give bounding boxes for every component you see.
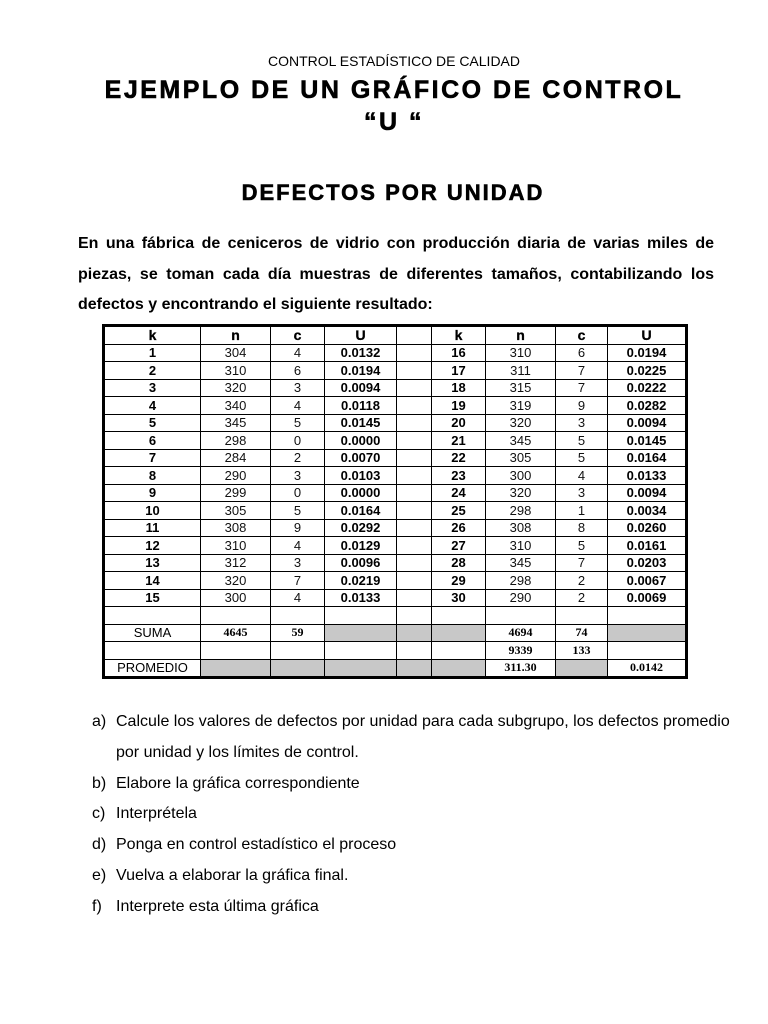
table-cell-u: 0.0000 <box>325 484 397 502</box>
table-cell-c: 4 <box>271 344 325 362</box>
table-cell-u: 0.0094 <box>608 484 687 502</box>
table-cell-n: 315 <box>486 379 556 397</box>
table-cell-u: 0.0164 <box>608 449 687 467</box>
table-row <box>104 519 687 537</box>
table-cell-k: 30 <box>432 589 486 607</box>
spacer-cell <box>397 484 432 502</box>
table-cell-n: 319 <box>486 397 556 415</box>
table-cell-n: 310 <box>486 537 556 555</box>
gray-cell <box>325 659 397 678</box>
table-cell-c: 3 <box>556 414 608 432</box>
table-row <box>104 414 687 432</box>
table-row <box>104 484 687 502</box>
table-cell-k: 23 <box>432 467 486 485</box>
table-cell-k: 7 <box>104 449 201 467</box>
suma-n-1: 4645 <box>201 624 271 642</box>
spacer-cell <box>397 502 432 520</box>
table-cell-k: 6 <box>104 432 201 450</box>
table-cell-k: 5 <box>104 414 201 432</box>
table-cell-c: 4 <box>271 589 325 607</box>
table-cell-n: 300 <box>201 589 271 607</box>
table-cell-c: 4 <box>271 537 325 555</box>
table-cell-c: 5 <box>556 432 608 450</box>
header-cell <box>397 326 432 345</box>
table-cell-u: 0.0094 <box>608 414 687 432</box>
table-cell-u: 0.0260 <box>608 519 687 537</box>
table-row <box>104 379 687 397</box>
table-cell-c: 4 <box>271 397 325 415</box>
table-cell-c: 9 <box>271 519 325 537</box>
table-cell-c: 7 <box>556 362 608 380</box>
suma-c-2: 74 <box>556 624 608 642</box>
table-cell-c: 2 <box>556 572 608 590</box>
question-list <box>92 707 732 923</box>
table-cell-c: 1 <box>556 502 608 520</box>
question-letter: f) <box>92 897 102 915</box>
question-item <box>92 707 732 769</box>
gray-cell <box>432 624 486 642</box>
suma-row <box>104 624 687 642</box>
header-cell: U <box>325 326 397 345</box>
table-cell-c: 5 <box>271 502 325 520</box>
table-cell-k: 19 <box>432 397 486 415</box>
header-cell: n <box>486 326 556 345</box>
table-cell-c: 9 <box>556 397 608 415</box>
spacer-cell <box>397 554 432 572</box>
table-cell-u: 0.0194 <box>325 362 397 380</box>
table-cell-u: 0.0225 <box>608 362 687 380</box>
table-cell-u: 0.0133 <box>325 589 397 607</box>
question-text: Ponga en control estadístico el proceso <box>116 836 397 854</box>
promedio-n: 311.30 <box>486 659 556 678</box>
spacer-cell <box>397 589 432 607</box>
question-letter: e) <box>92 866 107 884</box>
table-cell-n: 305 <box>201 502 271 520</box>
header-cell: U <box>608 326 687 345</box>
table-row <box>104 537 687 555</box>
table-cell-n: 300 <box>486 467 556 485</box>
table-row <box>104 589 687 607</box>
table-cell-n: 345 <box>486 554 556 572</box>
question-letter: d) <box>92 836 107 854</box>
table-cell-c: 6 <box>556 344 608 362</box>
spacer-cell <box>397 344 432 362</box>
table-body <box>104 344 687 678</box>
title-line-1: EJEMPLO DE UN GRÁFICO DE CONTROL <box>104 76 684 104</box>
table-cell-u: 0.0145 <box>325 414 397 432</box>
table-cell-k: 25 <box>432 502 486 520</box>
table-cell-u: 0.0132 <box>325 344 397 362</box>
table-cell-c: 5 <box>556 449 608 467</box>
suma-n-2: 4694 <box>486 624 556 642</box>
question-letter: b) <box>92 774 107 792</box>
suma-label: SUMA <box>104 624 201 642</box>
table-cell-n: 284 <box>201 449 271 467</box>
gray-cell <box>397 624 432 642</box>
table-row <box>104 502 687 520</box>
table-cell-u: 0.0222 <box>608 379 687 397</box>
spacer-cell <box>397 397 432 415</box>
table-cell-c: 5 <box>556 537 608 555</box>
table-cell-u: 0.0067 <box>608 572 687 590</box>
table-cell-u: 0.0292 <box>325 519 397 537</box>
intro-paragraph: En una fábrica de ceniceros de vidrio con producción diaria de varias miles de piezas, se toman cada día muestras de diferentes tamaños, contabilizando los defectos y encontrando el siguiente resultado: <box>78 235 714 313</box>
question-letter: c) <box>92 805 106 823</box>
table-cell-n: 320 <box>201 572 271 590</box>
gray-cell <box>608 624 687 642</box>
table-cell-n: 320 <box>486 414 556 432</box>
document-subtitle: CONTROL ESTADÍSTICO DE CALIDAD <box>267 53 521 69</box>
table-cell-k: 27 <box>432 537 486 555</box>
spacer-cell <box>397 362 432 380</box>
header-cell: k <box>432 326 486 345</box>
table-cell-u: 0.0161 <box>608 537 687 555</box>
table-cell-c: 2 <box>271 449 325 467</box>
spacer-cell <box>397 467 432 485</box>
table-row <box>104 344 687 362</box>
table-cell-k: 11 <box>104 519 201 537</box>
promedio-u: 0.0142 <box>608 659 687 678</box>
table-cell-n: 340 <box>201 397 271 415</box>
table-row <box>104 554 687 572</box>
table-cell-u: 0.0034 <box>608 502 687 520</box>
table-cell-c: 6 <box>271 362 325 380</box>
table-cell-u: 0.0282 <box>608 397 687 415</box>
blank-row <box>104 607 687 625</box>
table-cell-u: 0.0103 <box>325 467 397 485</box>
table-cell-n: 311 <box>486 362 556 380</box>
table-cell-n: 312 <box>201 554 271 572</box>
table-cell-n: 290 <box>486 589 556 607</box>
table-cell-c: 7 <box>556 554 608 572</box>
table-cell-k: 26 <box>432 519 486 537</box>
question-text: Calcule los valores de defectos por unidad para cada subgrupo, los defectos promedio por unidad y los límites de control. <box>116 713 730 761</box>
table-cell-u: 0.0133 <box>608 467 687 485</box>
table-cell-n: 345 <box>201 414 271 432</box>
table-cell-u: 0.0194 <box>608 344 687 362</box>
table-cell-k: 20 <box>432 414 486 432</box>
spacer-cell <box>397 379 432 397</box>
table-cell-u: 0.0000 <box>325 432 397 450</box>
title-line-2: “U “ <box>364 108 424 136</box>
data-table <box>102 324 688 679</box>
table-cell-c: 0 <box>271 432 325 450</box>
document-title <box>0 74 768 138</box>
table-cell-k: 2 <box>104 362 201 380</box>
table-cell-c: 3 <box>271 467 325 485</box>
table-cell-n: 290 <box>201 467 271 485</box>
table-cell-k: 8 <box>104 467 201 485</box>
table-cell-u: 0.0069 <box>608 589 687 607</box>
table-cell-u: 0.0145 <box>608 432 687 450</box>
header-cell: n <box>201 326 271 345</box>
table-cell-c: 7 <box>556 379 608 397</box>
table-cell-k: 22 <box>432 449 486 467</box>
table-cell-c: 0 <box>271 484 325 502</box>
table-cell-k: 10 <box>104 502 201 520</box>
table-row <box>104 467 687 485</box>
table-cell-k: 21 <box>432 432 486 450</box>
table-cell-c: 7 <box>271 572 325 590</box>
question-text: Vuelva a elaborar la gráfica final. <box>116 866 349 884</box>
table-cell-u: 0.0118 <box>325 397 397 415</box>
table-cell-u: 0.0096 <box>325 554 397 572</box>
table-cell-n: 308 <box>486 519 556 537</box>
table-cell-k: 14 <box>104 572 201 590</box>
spacer-cell <box>397 572 432 590</box>
table-cell-c: 4 <box>556 467 608 485</box>
table-cell-k: 29 <box>432 572 486 590</box>
gray-cell <box>432 659 486 678</box>
table-cell-c: 5 <box>271 414 325 432</box>
table-cell-c: 8 <box>556 519 608 537</box>
promedio-label: PROMEDIO <box>104 659 201 678</box>
table-cell-u: 0.0094 <box>325 379 397 397</box>
question-item <box>92 830 732 861</box>
table-cell-k: 9 <box>104 484 201 502</box>
question-letter: a) <box>92 713 107 730</box>
table-cell-n: 320 <box>486 484 556 502</box>
gray-cell <box>271 659 325 678</box>
table-row <box>104 362 687 380</box>
gray-cell <box>201 659 271 678</box>
table-cell-n: 310 <box>201 537 271 555</box>
table-cell-n: 310 <box>201 362 271 380</box>
table-cell-k: 1 <box>104 344 201 362</box>
table-cell-n: 298 <box>486 572 556 590</box>
table-cell-n: 304 <box>201 344 271 362</box>
table-header-row <box>104 326 687 345</box>
table-cell-k: 16 <box>432 344 486 362</box>
header-cell: k <box>104 326 201 345</box>
table-cell-n: 298 <box>201 432 271 450</box>
table-cell-c: 3 <box>271 379 325 397</box>
table-row <box>104 397 687 415</box>
header-cell: c <box>271 326 325 345</box>
total-row <box>104 642 687 660</box>
table-cell-k: 17 <box>432 362 486 380</box>
total-n: 9339 <box>486 642 556 660</box>
table-cell-c: 3 <box>556 484 608 502</box>
table-cell-u: 0.0164 <box>325 502 397 520</box>
question-item <box>92 769 732 800</box>
suma-c-1: 59 <box>271 624 325 642</box>
table-cell-k: 3 <box>104 379 201 397</box>
table-cell-u: 0.0070 <box>325 449 397 467</box>
gray-cell <box>556 659 608 678</box>
promedio-row <box>104 659 687 678</box>
table-cell-k: 24 <box>432 484 486 502</box>
spacer-cell <box>397 414 432 432</box>
question-text: Interprete esta última gráfica <box>116 897 319 915</box>
table-cell-u: 0.0129 <box>325 537 397 555</box>
table-cell-k: 15 <box>104 589 201 607</box>
spacer-cell <box>397 519 432 537</box>
table-row <box>104 572 687 590</box>
table-cell-k: 4 <box>104 397 201 415</box>
table-cell-n: 298 <box>486 502 556 520</box>
question-item <box>92 861 732 892</box>
table-cell-n: 320 <box>201 379 271 397</box>
table-cell-n: 345 <box>486 432 556 450</box>
question-text: Interprételа <box>116 805 197 823</box>
question-item <box>92 892 732 923</box>
spacer-cell <box>397 449 432 467</box>
table-cell-k: 18 <box>432 379 486 397</box>
table-cell-k: 13 <box>104 554 201 572</box>
table-cell-u: 0.0203 <box>608 554 687 572</box>
table-cell-u: 0.0219 <box>325 572 397 590</box>
table-cell-n: 310 <box>486 344 556 362</box>
table-cell-k: 12 <box>104 537 201 555</box>
total-c: 133 <box>556 642 608 660</box>
question-item <box>92 799 732 830</box>
gray-cell <box>325 624 397 642</box>
table-cell-c: 3 <box>271 554 325 572</box>
table-cell-n: 299 <box>201 484 271 502</box>
table-row <box>104 432 687 450</box>
section-heading: DEFECTOS POR UNIDAD <box>241 180 545 205</box>
gray-cell <box>397 659 432 678</box>
table-cell-k: 28 <box>432 554 486 572</box>
table-cell-c: 2 <box>556 589 608 607</box>
spacer-cell <box>397 537 432 555</box>
table-cell-n: 308 <box>201 519 271 537</box>
header-cell: c <box>556 326 608 345</box>
table-cell-n: 305 <box>486 449 556 467</box>
spacer-cell <box>397 432 432 450</box>
question-text: Elabore la gráfica correspondiente <box>116 774 360 792</box>
table-row <box>104 449 687 467</box>
